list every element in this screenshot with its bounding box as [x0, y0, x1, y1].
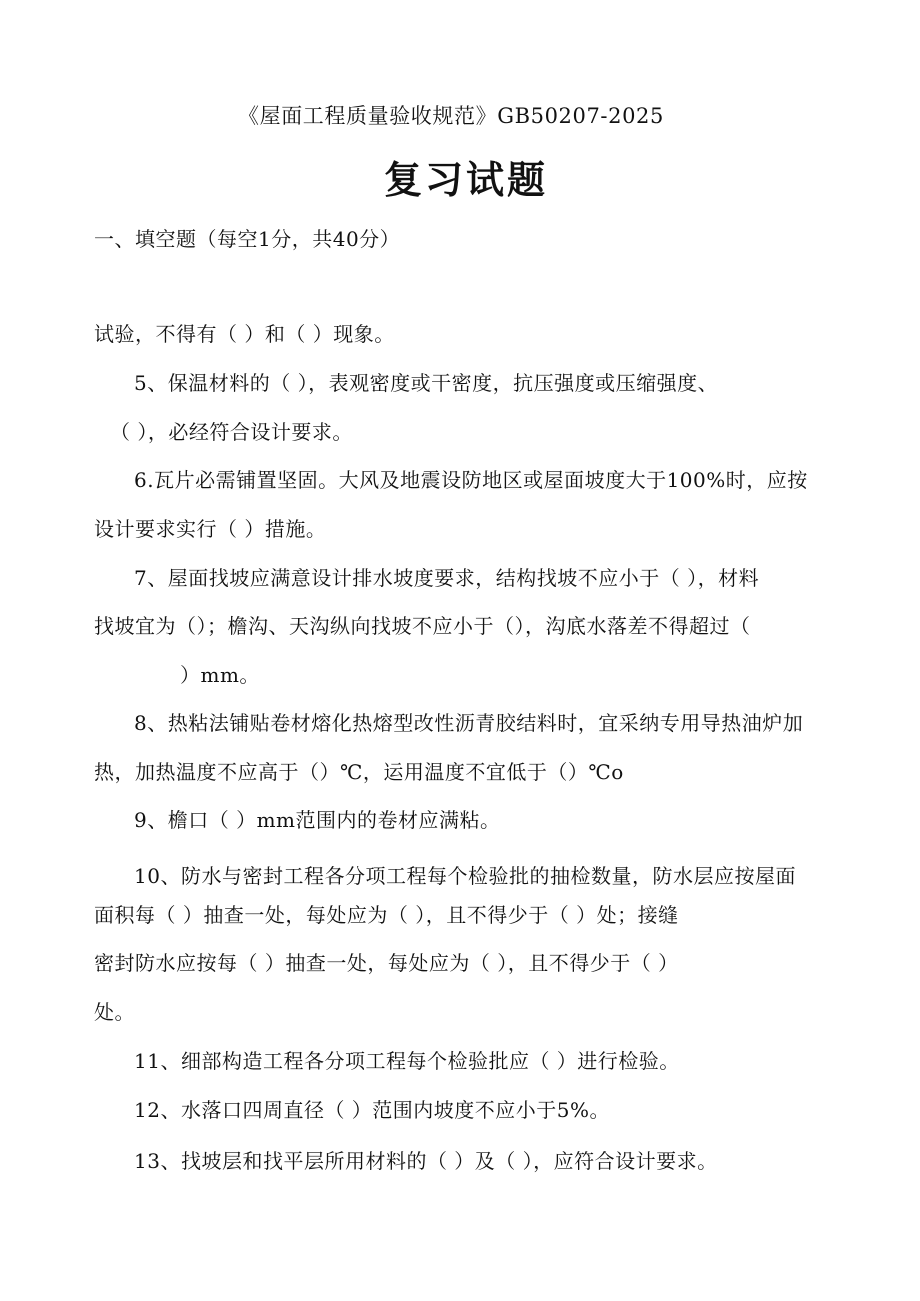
- document-title: 《屋面工程质量验收规范》GB50207-2025: [238, 104, 664, 128]
- question-4-tail: 试验，不得有（ ）和（ ）现象。: [94, 322, 395, 346]
- question-5-line-2: （ ），必经符合设计要求。: [110, 420, 353, 444]
- question-7-line-2: 找坡宜为（）；檐沟、天沟纵向找坡不应小于（），沟底水落差不得超过（: [94, 614, 751, 638]
- question-13: 13、找坡层和找平层所用材料的（ ）及（ ），应符合设计要求。: [134, 1149, 718, 1173]
- question-9: 9、檐口（ ）mm范围内的卷材应满粘。: [134, 808, 501, 832]
- question-7-line-3: ）mm。: [180, 663, 260, 687]
- section-heading: 一、填空题（每空1分，共40分）: [94, 227, 401, 251]
- question-8-line-1: 8、热粘法铺贴卷材熔化热熔型改性沥青胶结料时，宜采纳专用导热油炉加: [134, 711, 804, 735]
- exam-title: 复习试题: [384, 157, 549, 202]
- question-8-line-2: 热，加热温度不应高于（）℃，运用温度不宜低于（）℃o: [94, 760, 624, 784]
- question-10-line-2: 面积每（ ）抽查一处，每处应为（ ），且不得少于（ ）处；接缝: [94, 903, 679, 927]
- question-5-line-1: 5、保温材料的（ ），表观密度或干密度，抗压强度或压缩强度、: [134, 371, 719, 395]
- question-6-line-2: 设计要求实行（ ）措施。: [94, 517, 327, 541]
- question-11: 11、细部构造工程各分项工程每个检验批应（ ）进行检验。: [134, 1049, 680, 1073]
- question-10-line-4: 处。: [94, 1000, 135, 1024]
- question-10-line-1: 10、防水与密封工程各分项工程每个检验批的抽检数量，防水层应按屋面: [134, 864, 796, 888]
- question-12: 12、水落口四周直径（ ）范围内坡度不应小于5%。: [134, 1098, 611, 1122]
- question-10-line-3: 密封防水应按每（ ）抽查一处，每处应为（ ），且不得少于（ ）: [94, 951, 679, 975]
- question-6-line-1: 6.瓦片必需铺置坚固。大风及地震设防地区或屋面坡度大于100%时，应按: [134, 468, 808, 492]
- question-7-line-1: 7、屋面找坡应满意设计排水坡度要求，结构找坡不应小于（ ），材料: [134, 566, 760, 590]
